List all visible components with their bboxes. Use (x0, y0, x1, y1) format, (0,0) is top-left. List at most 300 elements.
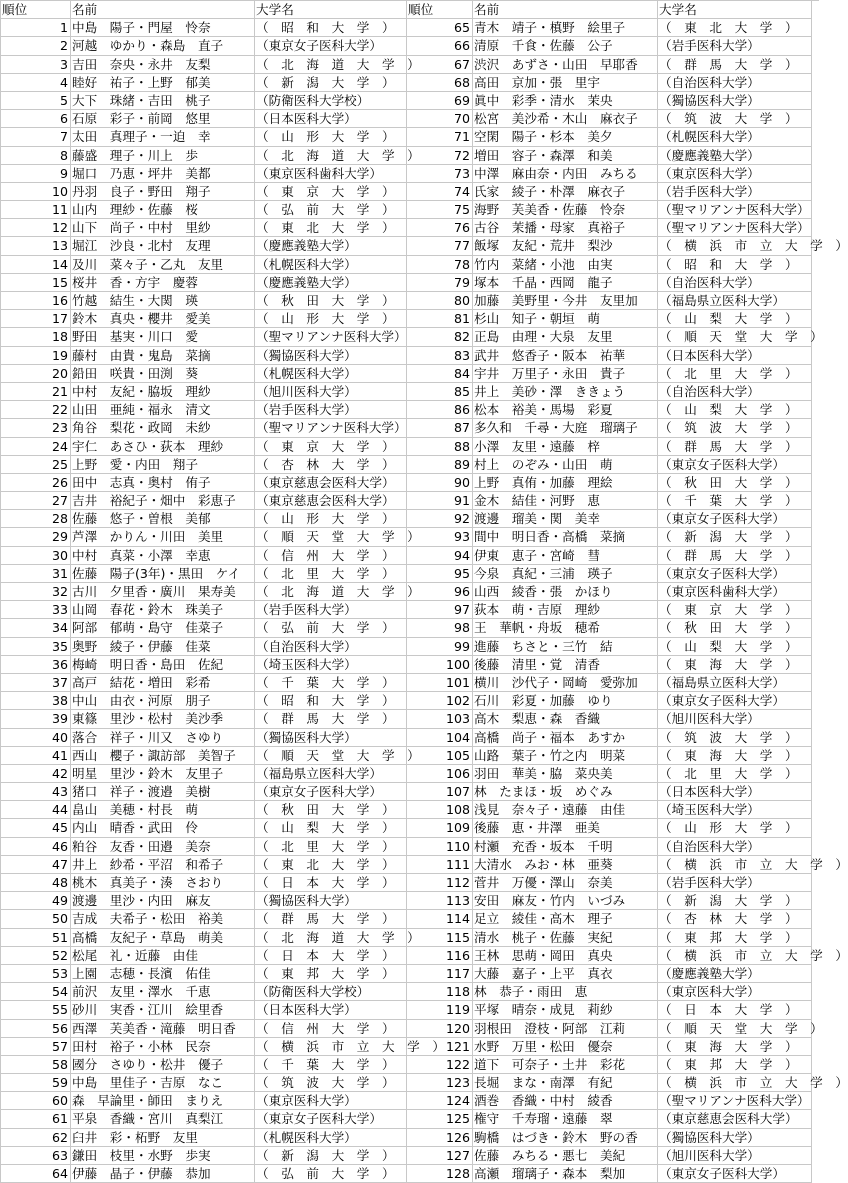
university-cell: （自治医科大学） (658, 383, 812, 401)
name-cell: 駒橋 はづき・鈴木 野の香 (473, 1129, 658, 1147)
rank-cell: 121 (407, 1038, 473, 1056)
rank-cell: 3 (1, 56, 71, 74)
name-cell: 桃木 真美子・湊 さおり (71, 874, 255, 892)
university-cell: （ 昭 和 大 学 ） (255, 692, 407, 710)
rank-cell: 78 (407, 256, 473, 274)
university-cell: （ 東 邦 大 学 ） (658, 929, 812, 947)
name-cell: 高橋 友紀子・草島 萌美 (71, 929, 255, 947)
name-cell: 中澤 麻由奈・内田 みちる (473, 165, 658, 183)
rank-cell: 114 (407, 910, 473, 928)
name-cell: 中村 真菜・小澤 幸恵 (71, 547, 255, 565)
university-cell: （ 群 馬 大 学 ） (658, 438, 812, 456)
name-cell: 佐藤 みちる・悪七 美紀 (473, 1147, 658, 1165)
rank-cell: 10 (1, 183, 71, 201)
name-cell: 伊藤 晶子・伊藤 恭加 (71, 1165, 255, 1183)
name-cell: 金木 結佳・河野 恵 (473, 492, 658, 510)
name-cell: 古谷 茉播・母家 真裕子 (473, 219, 658, 237)
name-cell: 飯塚 友紀・荒井 梨沙 (473, 237, 658, 255)
rank-cell: 128 (407, 1165, 473, 1183)
rank-cell: 27 (1, 492, 71, 510)
rank-cell: 91 (407, 492, 473, 510)
university-cell: （ 群 馬 大 学 ） (658, 547, 812, 565)
name-cell: 菅井 万優・澤山 奈美 (473, 874, 658, 892)
rank-cell: 9 (1, 165, 71, 183)
rank-cell: 26 (1, 474, 71, 492)
header-rank-right: 順位 (407, 1, 473, 19)
rank-cell: 2 (1, 37, 71, 55)
rank-cell: 92 (407, 510, 473, 528)
name-cell: 多久和 千尋・大庭 瑠璃子 (473, 419, 658, 437)
university-cell: （東京女子医科大学） (658, 510, 812, 528)
rank-cell: 113 (407, 892, 473, 910)
university-cell: （埼玉医科大学） (255, 656, 407, 674)
name-cell: 石原 彩子・前岡 悠里 (71, 110, 255, 128)
university-cell: （東京慈恵会医科大学） (255, 474, 407, 492)
rank-cell: 20 (1, 365, 71, 383)
university-cell: （ 信 州 大 学 ） (255, 547, 407, 565)
university-cell: （獨協医科大学） (255, 892, 407, 910)
university-cell: （聖マリアンナ医科大学） (255, 419, 407, 437)
university-cell: （岩手医科大学） (255, 601, 407, 619)
name-cell: 安田 麻友・竹内 いづみ (473, 892, 658, 910)
university-cell: （日本医科大学） (658, 783, 812, 801)
name-cell: 角谷 梨花・政岡 未紗 (71, 419, 255, 437)
university-cell: （ 東 京 大 学 ） (658, 601, 812, 619)
rank-cell: 53 (1, 965, 71, 983)
university-cell: （自治医科大学） (255, 638, 407, 656)
rank-cell: 30 (1, 547, 71, 565)
rank-cell: 43 (1, 783, 71, 801)
name-cell: 鎌田 枝里・水野 歩実 (71, 1147, 255, 1165)
rank-cell: 87 (407, 419, 473, 437)
university-cell: （ 順 天 堂 大 学 ） (255, 747, 407, 765)
rank-cell: 34 (1, 619, 71, 637)
university-cell: （ 弘 前 大 学 ） (255, 201, 407, 219)
name-cell: 臼井 彩・柘野 友里 (71, 1129, 255, 1147)
rank-cell: 1 (1, 19, 71, 37)
university-cell: （東京女子医科大学） (658, 565, 812, 583)
name-cell: 上野 愛・内田 翔子 (71, 456, 255, 474)
name-cell: 進藤 ちさと・三竹 結 (473, 638, 658, 656)
rank-cell: 8 (1, 147, 71, 165)
rank-cell: 44 (1, 801, 71, 819)
university-cell: （ 筑 波 大 学 ） (658, 110, 812, 128)
name-cell: 粕谷 友香・田邉 美奈 (71, 838, 255, 856)
rank-cell: 55 (1, 1001, 71, 1019)
name-cell: 田中 志真・奥村 侑子 (71, 474, 255, 492)
rank-cell: 24 (1, 438, 71, 456)
university-cell: （東京女子医科大学） (658, 1165, 812, 1183)
rank-cell: 52 (1, 947, 71, 965)
name-cell: 鉛田 咲貴・田渕 葵 (71, 365, 255, 383)
rank-cell: 124 (407, 1092, 473, 1110)
name-cell: 増田 容子・森澤 和美 (473, 147, 658, 165)
name-cell: 高戸 結花・増田 彩希 (71, 674, 255, 692)
rank-cell: 12 (1, 219, 71, 237)
university-cell: （防衛医科大学校） (255, 983, 407, 1001)
university-cell: （東京女子医科大学） (255, 37, 407, 55)
name-cell: 吉成 夫希子・松田 裕美 (71, 910, 255, 928)
name-cell: 鈴木 真央・櫻井 愛美 (71, 310, 255, 328)
name-cell: 上園 志穂・長濱 佑佳 (71, 965, 255, 983)
header-name-left: 名前 (71, 1, 255, 19)
name-cell: 高田 京加・張 里宇 (473, 74, 658, 92)
university-cell: （ 東 海 大 学 ） (658, 1038, 812, 1056)
name-cell: 佐藤 悠子・曽根 美郁 (71, 510, 255, 528)
university-cell: （防衛医科大学校） (255, 92, 407, 110)
name-cell: 後藤 恵・井澤 亜美 (473, 819, 658, 837)
rank-cell: 76 (407, 219, 473, 237)
name-cell: 畠山 美穂・村長 萌 (71, 801, 255, 819)
rank-cell: 106 (407, 765, 473, 783)
university-cell: （慶應義塾大学） (658, 147, 812, 165)
university-cell: （ 東 北 大 学 ） (255, 856, 407, 874)
name-cell: 村瀬 充香・坂本 千明 (473, 838, 658, 856)
rank-cell: 80 (407, 292, 473, 310)
university-cell: （自治医科大学） (658, 838, 812, 856)
rank-cell: 38 (1, 692, 71, 710)
rank-cell: 125 (407, 1110, 473, 1128)
university-cell: （ 日 本 大 学 ） (255, 947, 407, 965)
name-cell: 西山 櫻子・諏訪部 美智子 (71, 747, 255, 765)
name-cell: 羽根田 澄枝・阿部 江莉 (473, 1020, 658, 1038)
rank-cell: 97 (407, 601, 473, 619)
name-cell: 井上 紗希・平沼 和希子 (71, 856, 255, 874)
name-cell: 林 恭子・雨田 恵 (473, 983, 658, 1001)
university-cell: （ 山 梨 大 学 ） (255, 819, 407, 837)
rank-cell: 18 (1, 328, 71, 346)
name-cell: 村上 のぞみ・山田 萌 (473, 456, 658, 474)
university-cell: （獨協医科大学） (658, 92, 812, 110)
name-cell: 加藤 美野里・今井 友里加 (473, 292, 658, 310)
name-cell: 丹羽 良子・野田 翔子 (71, 183, 255, 201)
university-cell: （ 北 里 大 学 ） (255, 565, 407, 583)
rank-cell: 72 (407, 147, 473, 165)
name-cell: 道下 可奈子・土井 彩花 (473, 1056, 658, 1074)
university-cell: （東京慈恵会医科大学） (255, 492, 407, 510)
rank-cell: 13 (1, 237, 71, 255)
university-cell: （岩手医科大学） (658, 874, 812, 892)
rank-cell: 25 (1, 456, 71, 474)
name-cell: 王林 思萌・岡田 真央 (473, 947, 658, 965)
university-cell: （東京女子医科大学） (255, 1110, 407, 1128)
university-cell: （自治医科大学） (658, 74, 812, 92)
university-cell: （聖マリアンナ医科大学） (658, 219, 812, 237)
rank-cell: 17 (1, 310, 71, 328)
rank-cell: 57 (1, 1038, 71, 1056)
rank-cell: 69 (407, 92, 473, 110)
name-cell: 佐藤 陽子(3年)・黒田 ケイ (71, 565, 255, 583)
name-cell: 渡邊 里沙・内田 麻友 (71, 892, 255, 910)
name-cell: 伊東 恵子・宮崎 彗 (473, 547, 658, 565)
name-cell: 大下 珠緒・吉田 桃子 (71, 92, 255, 110)
university-cell: （慶應義塾大学） (658, 965, 812, 983)
name-cell: 山下 尚子・中村 里紗 (71, 219, 255, 237)
name-cell: 間中 明日香・高橋 菜摘 (473, 528, 658, 546)
name-cell: 藤盛 理子・川上 歩 (71, 147, 255, 165)
name-cell: 清水 桃子・佐藤 実紀 (473, 929, 658, 947)
university-cell: （ 北 里 大 学 ） (658, 365, 812, 383)
rank-cell: 46 (1, 838, 71, 856)
rank-cell: 82 (407, 328, 473, 346)
university-cell: （ 順 天 堂 大 学 ） (255, 528, 407, 546)
rank-cell: 14 (1, 256, 71, 274)
name-cell: 藤村 由貴・鬼島 菜摘 (71, 347, 255, 365)
university-cell: （ 秋 田 大 学 ） (255, 801, 407, 819)
rank-cell: 89 (407, 456, 473, 474)
university-cell: （聖マリアンナ医科大学） (255, 328, 407, 346)
name-cell: 今泉 真紀・三浦 瑛子 (473, 565, 658, 583)
university-cell: （ 東 邦 大 学 ） (255, 965, 407, 983)
name-cell: 武井 悠香子・阪本 祐華 (473, 347, 658, 365)
university-cell: （ 日 本 大 学 ） (658, 1001, 812, 1019)
name-cell: 青木 靖子・槙野 絵里子 (473, 19, 658, 37)
name-cell: 高橋 尚子・福本 あすか (473, 729, 658, 747)
rank-cell: 88 (407, 438, 473, 456)
rank-cell: 68 (407, 74, 473, 92)
rank-cell: 115 (407, 929, 473, 947)
university-cell: （慶應義塾大学） (255, 237, 407, 255)
rank-cell: 60 (1, 1092, 71, 1110)
header-name-right: 名前 (473, 1, 658, 19)
university-cell: （ 山 形 大 学 ） (255, 310, 407, 328)
rank-cell: 127 (407, 1147, 473, 1165)
rank-cell: 35 (1, 638, 71, 656)
rank-cell: 19 (1, 347, 71, 365)
university-cell: （ 東 海 大 学 ） (658, 656, 812, 674)
university-cell: （旭川医科大学） (658, 710, 812, 728)
rank-cell: 39 (1, 710, 71, 728)
rank-cell: 71 (407, 128, 473, 146)
rank-cell: 21 (1, 383, 71, 401)
name-cell: 長堀 まな・南澤 有紀 (473, 1074, 658, 1092)
university-cell: （東京医科大学） (658, 983, 812, 1001)
name-cell: 阿部 郁萌・島守 佳菜子 (71, 619, 255, 637)
university-cell: （福島県立医科大学） (658, 292, 812, 310)
name-cell: 渡邊 瑠美・関 美幸 (473, 510, 658, 528)
name-cell: 森 早論里・師田 まりえ (71, 1092, 255, 1110)
rank-cell: 77 (407, 237, 473, 255)
university-cell: （ 山 梨 大 学 ） (658, 401, 812, 419)
rank-cell: 93 (407, 528, 473, 546)
rank-cell: 122 (407, 1056, 473, 1074)
name-cell: 酒巻 香織・中村 綾香 (473, 1092, 658, 1110)
university-cell: （東京医科大学） (658, 165, 812, 183)
university-cell: （ 東 京 大 学 ） (255, 183, 407, 201)
name-cell: 太田 真理子・一迫 幸 (71, 128, 255, 146)
name-cell: 松尾 礼・近藤 由佳 (71, 947, 255, 965)
university-cell: （ 千 葉 大 学 ） (255, 674, 407, 692)
name-cell: 芦澤 かりん・川田 美里 (71, 528, 255, 546)
name-cell: 上野 真侑・加藤 理絵 (473, 474, 658, 492)
name-cell: 松本 裕美・馬場 彩夏 (473, 401, 658, 419)
header-univ-right: 大学名 (658, 1, 812, 19)
rank-cell: 7 (1, 128, 71, 146)
university-cell: （東京医科歯科大学） (658, 583, 812, 601)
university-cell: （ 筑 波 大 学 ） (255, 1074, 407, 1092)
university-cell: （ 順 天 堂 大 学 ） (658, 1020, 812, 1038)
university-cell: （ 秋 田 大 学 ） (255, 292, 407, 310)
rank-cell: 73 (407, 165, 473, 183)
university-cell: （ 山 形 大 学 ） (255, 510, 407, 528)
university-cell: （ 北 海 道 大 学 ） (255, 583, 407, 601)
university-cell: （ 弘 前 大 学 ） (255, 1165, 407, 1183)
university-cell: （ 昭 和 大 学 ） (658, 256, 812, 274)
rank-cell: 102 (407, 692, 473, 710)
name-cell: 平泉 香織・宮川 真梨江 (71, 1110, 255, 1128)
university-cell: （ 山 梨 大 学 ） (658, 310, 812, 328)
university-cell: （ 群 馬 大 学 ） (255, 910, 407, 928)
name-cell: 竹内 菜緒・小池 由実 (473, 256, 658, 274)
rank-cell: 11 (1, 201, 71, 219)
university-cell: （ 順 天 堂 大 学 ） (658, 328, 812, 346)
university-cell: （ 横 浜 市 立 大 学 ） (658, 947, 812, 965)
name-cell: 砂川 実香・江川 絵里香 (71, 1001, 255, 1019)
university-cell: （ 杏 林 大 学 ） (255, 456, 407, 474)
name-cell: 井上 美砂・澤 ききょう (473, 383, 658, 401)
rank-cell: 110 (407, 838, 473, 856)
name-cell: 山内 理紗・佐藤 桜 (71, 201, 255, 219)
university-cell: （札幌医科大学） (255, 256, 407, 274)
name-cell: 山岡 春花・鈴木 珠美子 (71, 601, 255, 619)
rank-cell: 118 (407, 983, 473, 1001)
university-cell: （東京女子医科大学） (658, 692, 812, 710)
university-cell: （ 山 梨 大 学 ） (658, 638, 812, 656)
university-cell: （ 東 邦 大 学 ） (658, 1056, 812, 1074)
name-cell: 明星 里沙・鈴木 友里子 (71, 765, 255, 783)
rank-cell: 86 (407, 401, 473, 419)
university-cell: （ 筑 波 大 学 ） (658, 729, 812, 747)
name-cell: 古川 夕里香・廣川 果寿美 (71, 583, 255, 601)
header-univ-left: 大学名 (255, 1, 407, 19)
rank-cell: 49 (1, 892, 71, 910)
name-cell: 空閑 陽子・杉本 美夕 (473, 128, 658, 146)
rank-cell: 111 (407, 856, 473, 874)
name-cell: 足立 綾佳・高木 理子 (473, 910, 658, 928)
university-cell: （聖マリアンナ医科大学） (658, 201, 812, 219)
rank-cell: 58 (1, 1056, 71, 1074)
rank-cell: 47 (1, 856, 71, 874)
rank-cell: 105 (407, 747, 473, 765)
rank-cell: 32 (1, 583, 71, 601)
university-cell: （ 群 馬 大 学 ） (658, 56, 812, 74)
rank-cell: 15 (1, 274, 71, 292)
name-cell: 中島 里佳子・吉原 なこ (71, 1074, 255, 1092)
rank-cell: 29 (1, 528, 71, 546)
rank-cell: 56 (1, 1020, 71, 1038)
name-cell: 平塚 晴奈・成見 莉紗 (473, 1001, 658, 1019)
rank-cell: 61 (1, 1110, 71, 1128)
name-cell: 山西 綾香・張 かほり (473, 583, 658, 601)
name-cell: 浅見 奈々子・遠藤 由佳 (473, 801, 658, 819)
rank-cell: 33 (1, 601, 71, 619)
name-cell: 王 華帆・舟坂 穂希 (473, 619, 658, 637)
university-cell: （日本医科大学） (658, 347, 812, 365)
rank-cell: 40 (1, 729, 71, 747)
rank-cell: 66 (407, 37, 473, 55)
university-cell: （ 千 葉 大 学 ） (658, 492, 812, 510)
university-cell: （ 東 京 大 学 ） (255, 438, 407, 456)
university-cell: （ 千 葉 大 学 ） (255, 1056, 407, 1074)
rank-cell: 45 (1, 819, 71, 837)
name-cell: 正島 由理・大泉 友里 (473, 328, 658, 346)
university-cell: （ 東 海 大 学 ） (658, 747, 812, 765)
rank-cell: 67 (407, 56, 473, 74)
university-cell: （岩手医科大学） (658, 183, 812, 201)
rank-cell: 109 (407, 819, 473, 837)
university-cell: （ 筑 波 大 学 ） (658, 419, 812, 437)
rank-cell: 83 (407, 347, 473, 365)
rank-cell: 85 (407, 383, 473, 401)
university-cell: （ 北 里 大 学 ） (255, 838, 407, 856)
name-cell: 氏家 綾子・朴澤 麻衣子 (473, 183, 658, 201)
name-cell: 西澤 芙美香・滝藤 明日香 (71, 1020, 255, 1038)
rank-cell: 22 (1, 401, 71, 419)
name-cell: 荻本 萌・吉原 理紗 (473, 601, 658, 619)
name-cell: 内山 晴香・武田 伶 (71, 819, 255, 837)
rank-cell: 63 (1, 1147, 71, 1165)
name-cell: 東篠 里沙・松村 美沙季 (71, 710, 255, 728)
rank-cell: 103 (407, 710, 473, 728)
university-cell: （日本医科大学） (255, 110, 407, 128)
name-cell: 中島 陽子・門屋 怜奈 (71, 19, 255, 37)
name-cell: 及川 菜々子・乙丸 友里 (71, 256, 255, 274)
university-cell: （日本医科大学） (255, 1001, 407, 1019)
university-cell: （獨協医科大学） (255, 347, 407, 365)
rank-cell: 94 (407, 547, 473, 565)
name-cell: 宇仁 あさひ・荻本 理紗 (71, 438, 255, 456)
name-cell: 桜井 香・方宇 慶蓉 (71, 274, 255, 292)
rank-cell: 90 (407, 474, 473, 492)
university-cell: （ 秋 田 大 学 ） (658, 474, 812, 492)
name-cell: 堀江 沙良・北村 友理 (71, 237, 255, 255)
rank-cell: 95 (407, 565, 473, 583)
name-cell: 前沢 友里・澤水 千恵 (71, 983, 255, 1001)
university-cell: （岩手医科大学） (658, 37, 812, 55)
university-cell: （ 横 浜 市 立 大 学 ） (658, 237, 812, 255)
rank-cell: 79 (407, 274, 473, 292)
name-cell: 堀口 乃恵・坪井 美都 (71, 165, 255, 183)
university-cell: （ 昭 和 大 学 ） (255, 19, 407, 37)
rank-cell: 36 (1, 656, 71, 674)
name-cell: 落合 祥子・川又 さゆり (71, 729, 255, 747)
rank-cell: 81 (407, 310, 473, 328)
university-cell: （ 新 潟 大 学 ） (255, 1147, 407, 1165)
rank-cell: 116 (407, 947, 473, 965)
rank-cell: 65 (407, 19, 473, 37)
rank-cell: 59 (1, 1074, 71, 1092)
rank-cell: 108 (407, 801, 473, 819)
rank-cell: 54 (1, 983, 71, 1001)
university-cell: （東京女子医科大学） (255, 783, 407, 801)
name-cell: 中村 友紀・脇坂 理紗 (71, 383, 255, 401)
university-cell: （ 東 北 大 学 ） (658, 19, 812, 37)
university-cell: （ 山 形 大 学 ） (255, 128, 407, 146)
rank-cell: 100 (407, 656, 473, 674)
university-cell: （ 群 馬 大 学 ） (255, 710, 407, 728)
rank-cell: 42 (1, 765, 71, 783)
name-cell: 横川 沙代子・岡崎 愛弥加 (473, 674, 658, 692)
university-cell: （ 新 潟 大 学 ） (255, 74, 407, 92)
university-cell: （自治医科大学） (658, 274, 812, 292)
rank-cell: 99 (407, 638, 473, 656)
rank-cell: 28 (1, 510, 71, 528)
university-cell: （ 弘 前 大 学 ） (255, 619, 407, 637)
university-cell: （獨協医科大学） (658, 1129, 812, 1147)
university-cell: （札幌医科大学） (658, 128, 812, 146)
rank-cell: 70 (407, 110, 473, 128)
university-cell: （ 北 里 大 学 ） (658, 765, 812, 783)
